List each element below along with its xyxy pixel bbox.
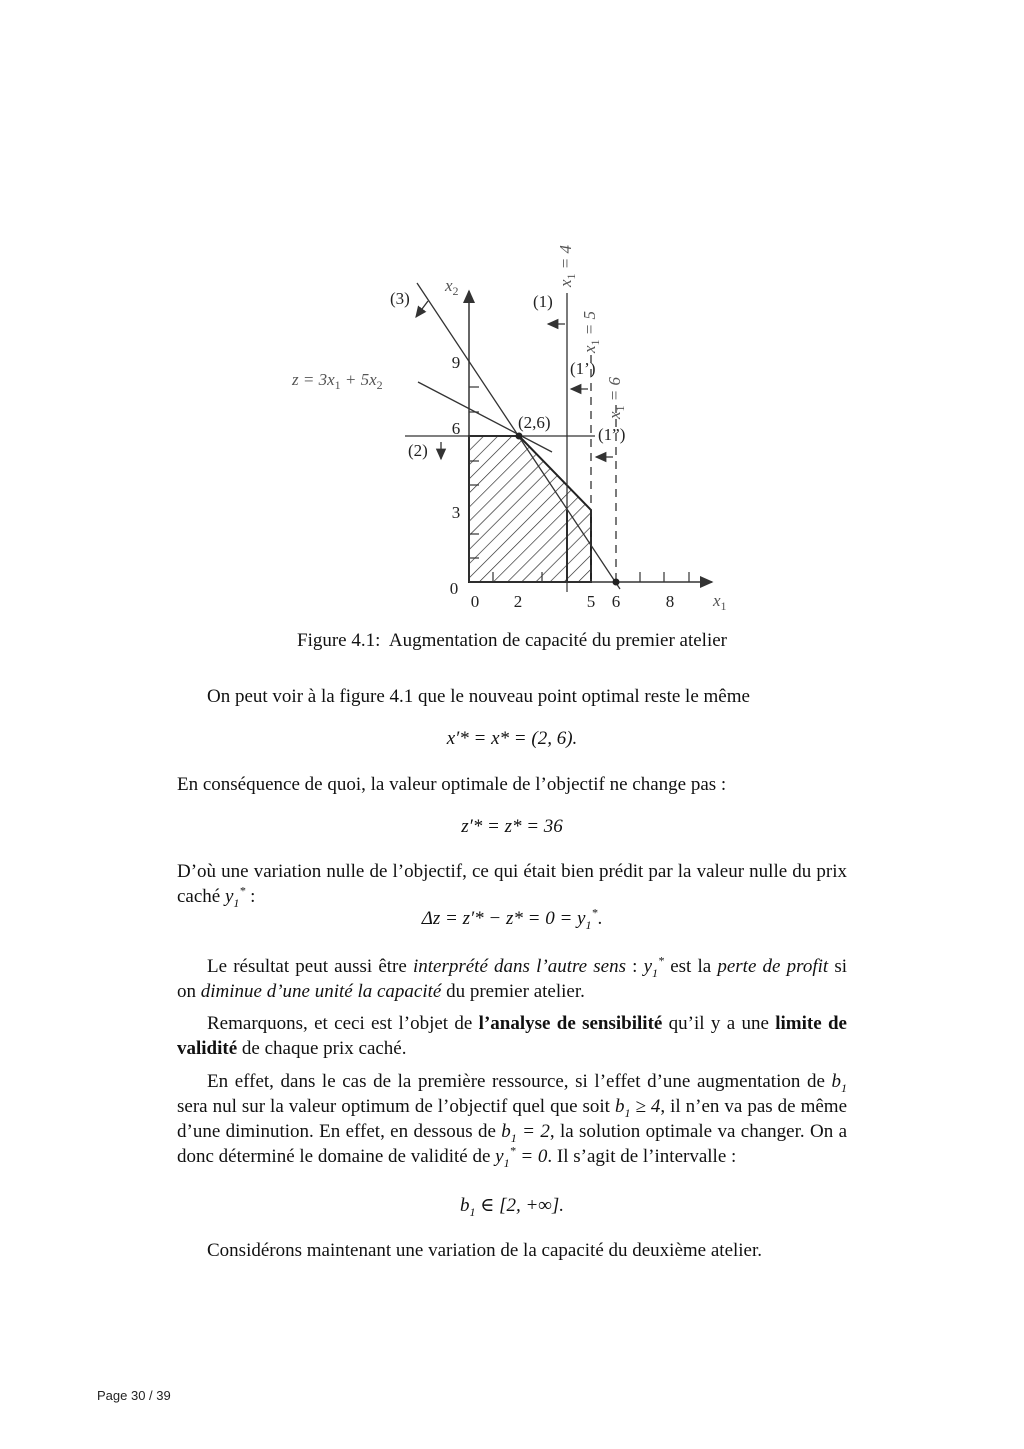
- equation-4: $b_1$ ∈ [2, +∞].: [460, 1195, 564, 1219]
- paragraph-4: Le résultat peut aussi être interprété dans l’autre sens : $y_1^*$ est la perte de profit si on diminue d’une unité la capacité du premier atelier.: [177, 953, 848, 1002]
- label-constraint-2: (2): [408, 441, 428, 460]
- label-constraint-3: (3): [390, 289, 410, 308]
- equation-2: z′* = z* = 36: [461, 816, 563, 837]
- caption-prefix: Figure 4.1:: [297, 630, 381, 651]
- paragraph-5: [177, 1011, 847, 1061]
- y-tick-label-3: 3: [451, 503, 461, 522]
- equation-3-text: Δz = z′* − z* = 0 = y: [421, 908, 586, 929]
- y-tick-label-0: 0: [449, 579, 459, 598]
- label-optimal-point: (2,6): [518, 413, 551, 432]
- p6-e: . Il s’agit de l’intervalle :: [547, 1146, 737, 1167]
- p4-c: est la: [664, 956, 718, 977]
- label-x1-equals-6: $x_1 = 6$: [605, 376, 627, 419]
- paragraph-1: On peut voir à la figure 4.1 que le nouveau point optimal reste le même: [207, 686, 750, 707]
- p6-b: sera nul sur la valeur optimum de l’objectif quel que soit: [177, 1096, 615, 1117]
- y-tick-label-9: 9: [451, 353, 461, 372]
- x-tick-label-2: 2: [513, 592, 523, 611]
- x2-axis-label: $x_2$: [445, 276, 459, 298]
- paragraph-3-colon: :: [245, 886, 256, 907]
- label-constraint-1second: (1”): [598, 425, 626, 444]
- equation-1: x′* = x* = (2, 6).: [446, 728, 578, 749]
- page-number: Page 30 / 39: [97, 1388, 171, 1403]
- p5-a: Remarquons, et ceci est l’objet de: [207, 1013, 479, 1034]
- equation-3: $\Delta z = z'* - z* = 0 = y_1^*$.: [421, 905, 603, 932]
- p4-em1: interprété dans l’autre sens: [412, 956, 626, 977]
- paragraph-3-text: D’où une variation nulle de l’objectif, ce qui était bien prédit par la valeur nulle du prix caché: [177, 861, 847, 907]
- p6-c: , il n’en va pas de même d’une diminution. En effet, en dessous de: [177, 1096, 848, 1142]
- p5-d: de chaque prix caché.: [237, 1038, 407, 1059]
- label-x1-equals-4: $x_1 = 4$: [556, 244, 578, 287]
- p4-e: du premier atelier.: [441, 981, 585, 1002]
- x-tick-label-5: 5: [586, 592, 596, 611]
- p4-em2: perte de profit: [717, 956, 829, 977]
- y-tick-label-6: 6: [451, 419, 461, 438]
- equation-4-text: ∈ [2, +∞].: [480, 1195, 564, 1216]
- p5-c: qu’il y a une: [662, 1013, 776, 1034]
- p4-a: Le résultat peut aussi être: [207, 956, 413, 977]
- p6-d: , la solution optimale va changer. On a donc déterminé le domaine de validité de: [177, 1121, 848, 1167]
- p4-em3: diminue d’une unité la capacité: [200, 981, 442, 1002]
- label-constraint-1prime: (1’): [570, 359, 596, 378]
- label-objective: $z = 3x_1 + 5x_2$: [292, 370, 383, 392]
- feasible-region: [469, 436, 591, 582]
- label-constraint-1: (1): [533, 292, 553, 311]
- paragraph-7: Considérons maintenant une variation de la capacité du deuxième atelier.: [207, 1240, 763, 1261]
- p6-a: En effet, dans le cas de la première ressource, si l’effet d’une augmentation de: [207, 1071, 832, 1092]
- caption-text: Augmentation de capacité du premier atelier: [388, 630, 727, 651]
- p4-b: :: [625, 956, 644, 977]
- p5-b1: l’analyse de sensibilité: [478, 1013, 663, 1034]
- x-tick-label-8: 8: [665, 592, 675, 611]
- p4-d: si on: [177, 956, 848, 1002]
- paragraph-2: En conséquence de quoi, la valeur optimale de l’objectif ne change pas :: [177, 774, 727, 795]
- figure-4-1: [270, 225, 750, 625]
- x-tick-label-6: 6: [611, 592, 621, 611]
- x-tick-label-0: 0: [470, 592, 480, 611]
- optimal-point: [516, 433, 523, 440]
- x1-axis-label: $x_1$: [713, 591, 727, 613]
- label-x1-equals-5: $x_1 = 5$: [580, 310, 602, 353]
- axis-point-6: [613, 579, 620, 586]
- paragraph-6: En effet, dans le cas de la première ressource, si l’effet d’une augmentation de $b_1$ sera nul sur la valeur optimum de l’objectif quel que soit $b_1 \ge 4$, il n’en va pas de même d’une diminution. En effet, en dessous de $b_1 = 2$, la solution optimale va changer. On a donc déterminé le domaine de validité de $y_1^* = 0$. Il s’agit de l’intervalle :: [177, 1071, 848, 1170]
- figure-caption: [0, 630, 1024, 652]
- paragraph-3: D’où une variation nulle de l’objectif, ce qui était bien prédit par la valeur nulle du prix caché $y_1^*$ :: [177, 861, 847, 910]
- p5-b2: limite de validité: [177, 1013, 847, 1059]
